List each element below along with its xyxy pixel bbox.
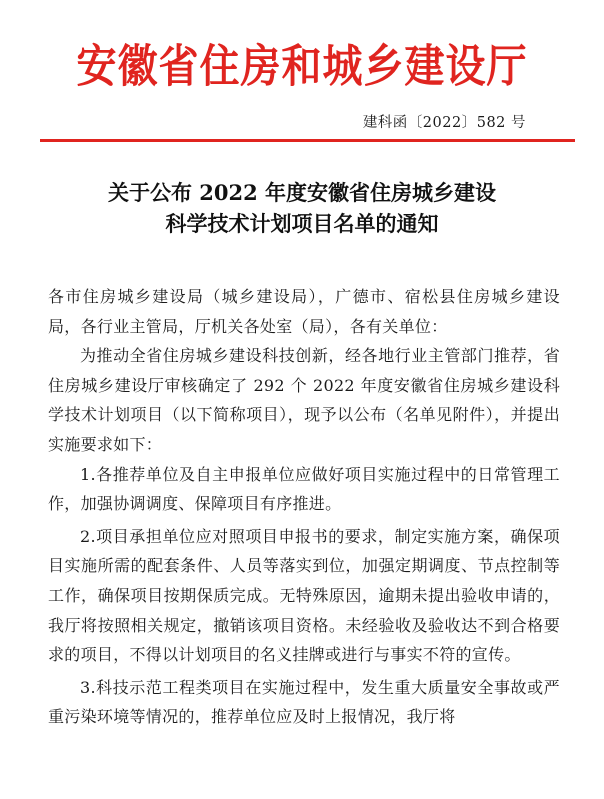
red-separator-line: [40, 139, 575, 142]
requirement-item-1: 1.各推荐单位及自主申报单位应做好项目实施过程中的日常管理工作，加强协调调度、保障项目有序推进。: [48, 464, 560, 514]
requirement-item-2: 2.项目承担单位应对照项目申报书的要求，制定实施方案，确保项目实施所需的配套条件、人员等落实到位，加强定期调度、节点控制等工作，确保项目按期保质完成。无特殊原因，逾期未提出验收申请的，我厅将按照相关规定，撤销该项目资格。未经验收及验收达不到合格要求的项目，不得以计划项目的名义挂牌或进行与事实不符的宣传。: [48, 526, 560, 665]
notice-title: [0, 177, 604, 239]
intro-paragraph: 为推动全省住房城乡建设科技创新，经各地行业主管部门推荐，省住房城乡建设厅审核确定了 292 个 2022 年度安徽省住房城乡建设科学技术计划项目（以下简称项目），现予以公布（名单见附件），并提出实施要求如下：: [48, 346, 560, 454]
document-number: 建科函〔2022〕582 号: [362, 115, 526, 131]
salutation-paragraph: 各市住房城乡建设局（城乡建设局），广德市、宿松县住房城乡建设局，各行业主管局，厅机关各处室（局），各有关单位：: [48, 287, 560, 336]
requirement-item-3: 3.科技示范工程类项目在实施过程中，发生重大质量安全事故或严重污染环境等情况的，推荐单位应及时上报情况，我厅将: [48, 677, 560, 727]
agency-masthead: 安徽省住房和城乡建设厅: [76, 40, 528, 93]
notice-title-line-2: 科学技术计划项目名单的通知: [165, 211, 439, 236]
notice-body: [48, 282, 560, 732]
notice-title-line-1: 关于公布 2022 年度安徽省住房城乡建设: [107, 180, 497, 205]
